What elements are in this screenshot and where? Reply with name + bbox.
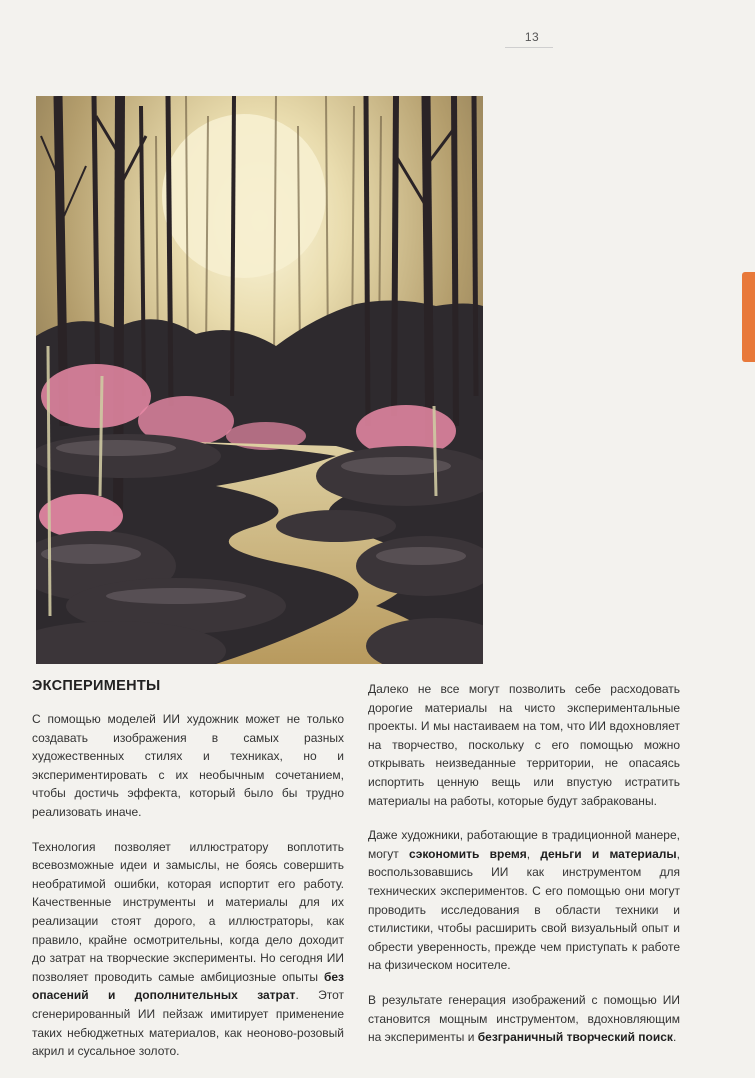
right-paragraph-3: В результате генерация изображений с помощью ИИ становится мощным инструментом, вдохновляющим на эксперименты и безграничный творческий поиск. xyxy=(368,992,680,1045)
bold-phrase: сэкономить время xyxy=(409,846,527,861)
right-text-column xyxy=(368,680,680,1063)
left-text-column xyxy=(32,710,344,1077)
bold-phrase: без опасений и дополнительных затрат xyxy=(32,969,344,1003)
bold-phrase: безграничный творческий поиск xyxy=(477,1030,673,1045)
right-paragraph-2: Даже художники, работающие в традиционной манере, могут сэкономить время, деньги и материалы, воспользовавшись ИИ как инструментом для технических экспериментов. С его помощью они могут проводить исследования в области техники и стилистики, чтобы расширить свой визуальный опыт и обрести уверенность, прежде чем приступать к работе на физическом носителе. xyxy=(368,828,681,973)
left-paragraph-1: С помощью моделей ИИ художник может не только создавать изображения в самых разных художественных стилях и техниках, но и экспериментировать с их необычным сочетанием, чтобы достичь эффекта, который было бы трудно реализовать иначе. xyxy=(32,712,344,819)
forest-river-illustration xyxy=(36,96,483,664)
page-number-rule xyxy=(505,47,553,48)
left-paragraph-2: Технология позволяет иллюстратору воплотить всевозможные идеи и замыслы, не боясь совершить необратимой ошибки, которая испортит его работу. Качественные инструменты и материалы для их реализации стоят дорого, а иллюстраторы, как правило, крайне осмотрительны, когда дело доходит до затрат на творческие эксперименты. Но сегодня ИИ позволяет проводить самые амбициозные опыты без опасений и дополнительных затрат. Этот сгенерированный ИИ пейзаж имитирует применение таких небюджетных материалов, как неоново-розовый акрил и сусальное золото. xyxy=(32,839,345,1059)
section-heading: ЭКСПЕРИМЕНТЫ xyxy=(32,678,161,694)
right-paragraph-1: Далеко не все могут позволить себе расходовать дорогие материалы на чисто экспериментальные проекты. И мы настаиваем на том, что ИИ вдохновляет на творчество, поскольку с его помощью можно открывать неизведанные территории, не опасаясь испортить ценную вещь или впустую истратить материалы на работы, которые будут забракованы. xyxy=(368,682,680,808)
page-number: 13 xyxy=(524,30,540,44)
chapter-side-tab xyxy=(742,272,755,362)
bold-phrase: деньги и материалы xyxy=(540,846,677,861)
